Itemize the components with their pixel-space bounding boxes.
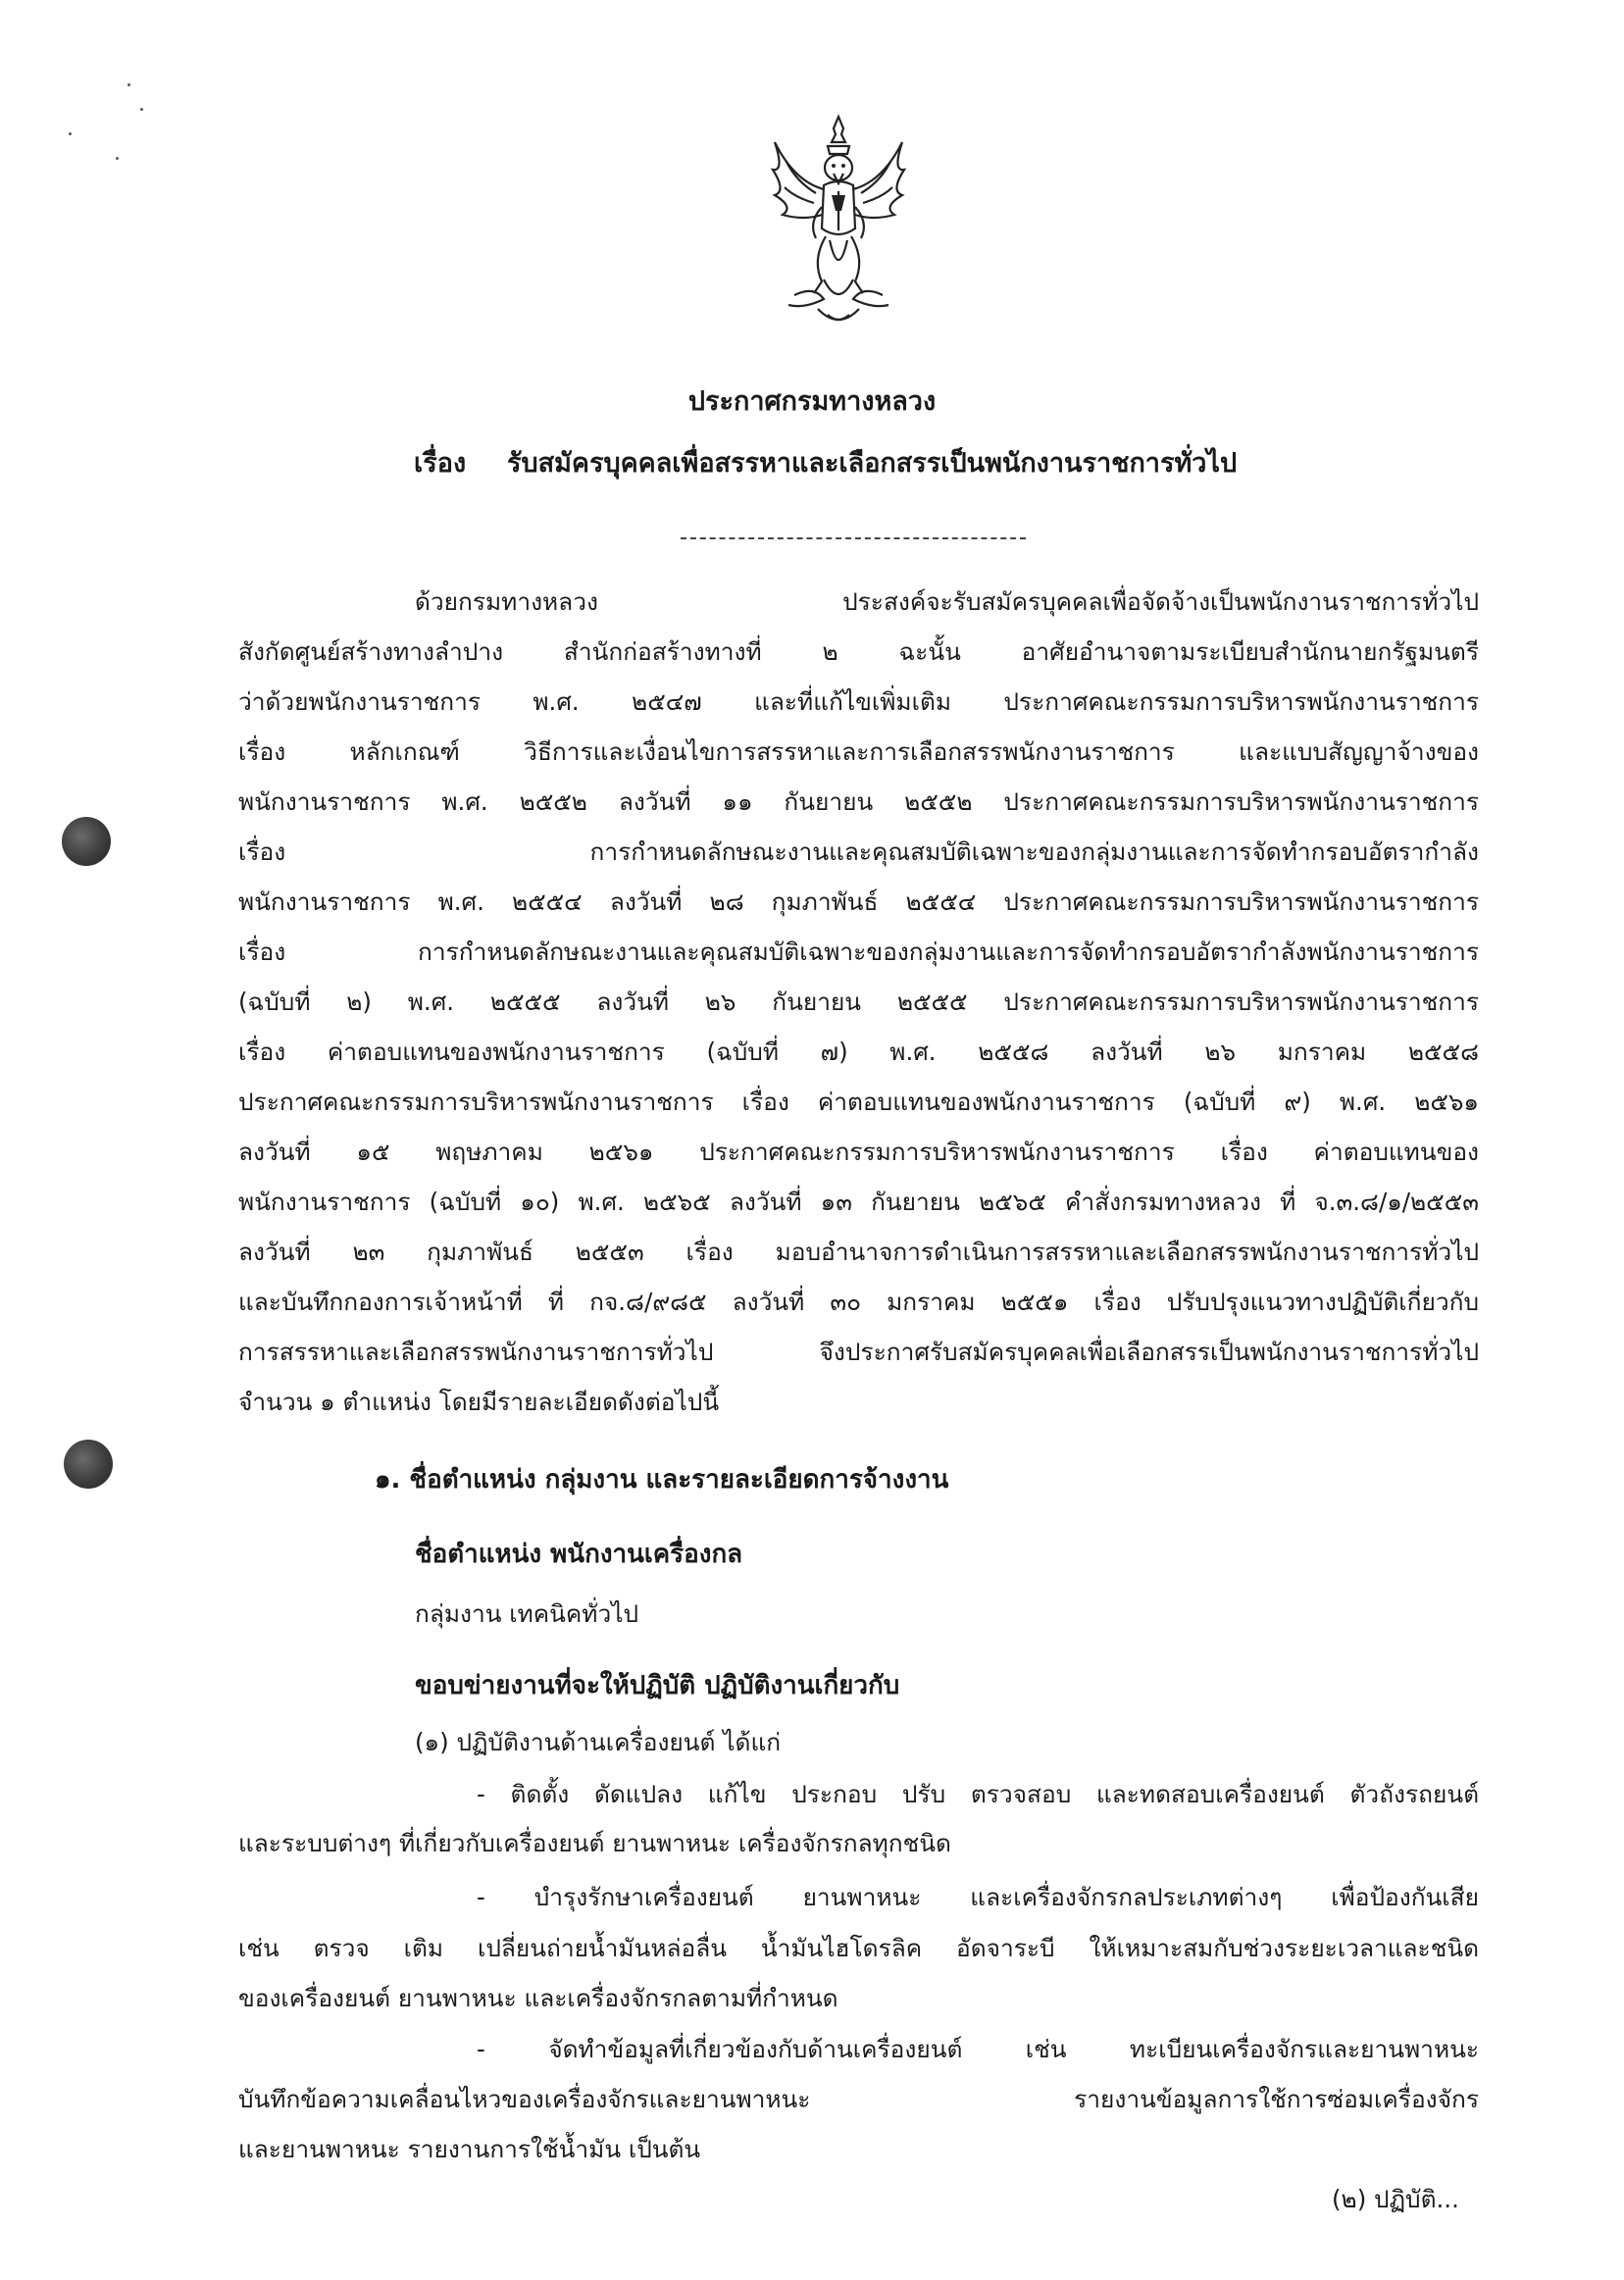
subject-label: เรื่อง: [414, 448, 467, 479]
intro-line: พนักงานราชการ พ.ศ. ๒๕๕๒ ลงวันที่ ๑๑ กันยายน ๒๕๕๒ ประกาศคณะกรรมการบริหารพนักงานราชการ: [238, 787, 1479, 816]
subject-line: [414, 441, 1237, 483]
scope-bullet-line: ของเครื่องยนต์ ยานพาหนะ และเครื่องจักรกลตามที่กำหนด: [238, 1984, 838, 2012]
scope-bullet-line: - ติดตั้ง ดัดแปลง แก้ไข ประกอบ ปรับ ตรวจสอบ และทดสอบเครื่องยนต์ ตัวถังรถยนต์: [477, 1780, 1479, 1808]
punch-hole: [64, 1440, 113, 1489]
intro-line: การสรรหาและเลือกสรรพนักงานราชการทั่วไป จึงประกาศรับสมัครบุคคลเพื่อเลือกสรรเป็นพนักงานราชการทั่วไป: [238, 1338, 1479, 1366]
scope-bullet-line: บันทึกข้อความเคลื่อนไหวของเครื่องจักรและยานพาหนะ รายงานข้อมูลการใช้การซ่อมเครื่องจักร: [238, 2085, 1479, 2113]
job-group: กลุ่มงาน เทคนิคทั่วไป: [415, 1599, 639, 1628]
scan-speck: [127, 83, 130, 86]
scope-item-heading: (๑) ปฏิบัติงานด้านเครื่องยนต์ ได้แก่: [415, 1728, 782, 1756]
title-divider: [681, 537, 1026, 539]
intro-line: จำนวน ๑ ตำแหน่ง โดยมีรายละเอียดดังต่อไปนี้: [238, 1388, 720, 1416]
scope-bullet-line: - จัดทำข้อมูลที่เกี่ยวข้องกับด้านเครื่องยนต์ เช่น ทะเบียนเครื่องจักรและยานพาหนะ: [477, 2035, 1479, 2063]
scope-bullet-line: และยานพาหนะ รายงานการใช้น้ำมัน เป็นต้น: [238, 2135, 701, 2163]
issuer-title: ประกาศกรมทางหลวง: [687, 386, 937, 417]
scan-speck: [69, 132, 72, 135]
intro-line: ประกาศคณะกรรมการบริหารพนักงานราชการ เรื่อง ค่าตอบแทนของพนักงานราชการ (ฉบับที่ ๙) พ.ศ. ๒๕๖๑: [238, 1088, 1479, 1116]
scope-bullet-line: เช่น ตรวจ เติม เปลี่ยนถ่ายน้ำมันหล่อลื่น น้ำมันไฮโดรลิค อัดจาระบี ให้เหมาะสมกับช่วงระยะเวลาและชนิด: [238, 1934, 1479, 1962]
punch-hole: [62, 817, 111, 866]
intro-line: ว่าด้วยพนักงานราชการ พ.ศ. ๒๕๔๗ และที่แก้ไขเพิ่มเติม ประกาศคณะกรรมการบริหารพนักงานราชการ: [238, 687, 1479, 716]
garuda-emblem-icon: [765, 113, 912, 333]
intro-line: ลงวันที่ ๒๓ กุมภาพันธ์ ๒๕๕๓ เรื่อง มอบอำนาจการดำเนินการสรรหาและเลือกสรรพนักงานราชการทั่วไป: [238, 1238, 1479, 1266]
continuation-marker: (๒) ปฏิบัติ...: [1332, 2185, 1459, 2213]
position-name: ชื่อตำแหน่ง พนักงานเครื่องกล: [415, 1540, 743, 1569]
intro-line: ด้วยกรมทางหลวง ประสงค์จะรับสมัครบุคคลเพื่อจัดจ้างเป็นพนักงานราชการทั่วไป: [415, 587, 1479, 616]
scope-bullet-line: - บำรุงรักษาเครื่องยนต์ ยานพาหนะ และเครื่องจักรกลประเภทต่างๆ เพื่อป้องกันเสีย: [477, 1883, 1479, 1911]
scan-speck: [116, 157, 119, 160]
intro-line: ลงวันที่ ๑๕ พฤษภาคม ๒๕๖๑ ประกาศคณะกรรมการบริหารพนักงานราชการ เรื่อง ค่าตอบแทนของ: [238, 1138, 1479, 1166]
intro-line: สังกัดศูนย์สร้างทางลำปาง สำนักก่อสร้างทางที่ ๒ ฉะนั้น อาศัยอำนาจตามระเบียบสำนักนายกรัฐมนตรี: [238, 637, 1479, 666]
scan-speck: [140, 108, 143, 111]
intro-line: เรื่อง ค่าตอบแทนของพนักงานราชการ (ฉบับที่ ๗) พ.ศ. ๒๕๕๘ ลงวันที่ ๒๖ มกราคม ๒๕๕๘: [238, 1038, 1479, 1066]
intro-line: เรื่อง การกำหนดลักษณะงานและคุณสมบัติเฉพาะของกลุ่มงานและการจัดทำกรอบอัตรากำลัง: [238, 837, 1479, 866]
section-heading: ๑. ชื่อตำแหน่ง กลุ่มงาน และรายละเอียดการจ้างงาน: [375, 1465, 949, 1495]
intro-line: พนักงานราชการ (ฉบับที่ ๑๐) พ.ศ. ๒๕๖๕ ลงวันที่ ๑๓ กันยายน ๒๕๖๕ คำสั่งกรมทางหลวง ที่ จ.๓.๘/๑/๒๕๕๓: [238, 1188, 1479, 1216]
scope-bullet-line: และระบบต่างๆ ที่เกี่ยวกับเครื่องยนต์ ยานพาหนะ เครื่องจักรกลทุกชนิด: [238, 1829, 951, 1857]
scope-heading: ขอบข่ายงานที่จะให้ปฏิบัติ ปฏิบัติงานเกี่ยวกับ: [415, 1671, 900, 1700]
intro-line: เรื่อง การกำหนดลักษณะงานและคุณสมบัติเฉพาะของกลุ่มงานและการจัดทำกรอบอัตรากำลังพนักงานราชการ: [238, 937, 1479, 966]
intro-line: เรื่อง หลักเกณฑ์ วิธีการและเงื่อนไขการสรรหาและการเลือกสรรพนักงานราชการ และแบบสัญญาจ้างของ: [238, 737, 1479, 766]
subject-text: รับสมัครบุคคลเพื่อสรรหาและเลือกสรรเป็นพนักงานราชการทั่วไป: [507, 448, 1238, 479]
intro-line: (ฉบับที่ ๒) พ.ศ. ๒๕๕๕ ลงวันที่ ๒๖ กันยายน ๒๕๕๕ ประกาศคณะกรรมการบริหารพนักงานราชการ: [238, 988, 1479, 1016]
intro-line: และบันทึกกองการเจ้าหน้าที่ ที่ กจ.๘/๙๘๕ ลงวันที่ ๓๐ มกราคม ๒๕๕๑ เรื่อง ปรับปรุงแนวทางปฏิบัติเกี่ยวกับ: [238, 1288, 1479, 1316]
intro-line: พนักงานราชการ พ.ศ. ๒๕๕๔ ลงวันที่ ๒๘ กุมภาพันธ์ ๒๕๕๔ ประกาศคณะกรรมการบริหารพนักงานราชการ: [238, 887, 1479, 916]
